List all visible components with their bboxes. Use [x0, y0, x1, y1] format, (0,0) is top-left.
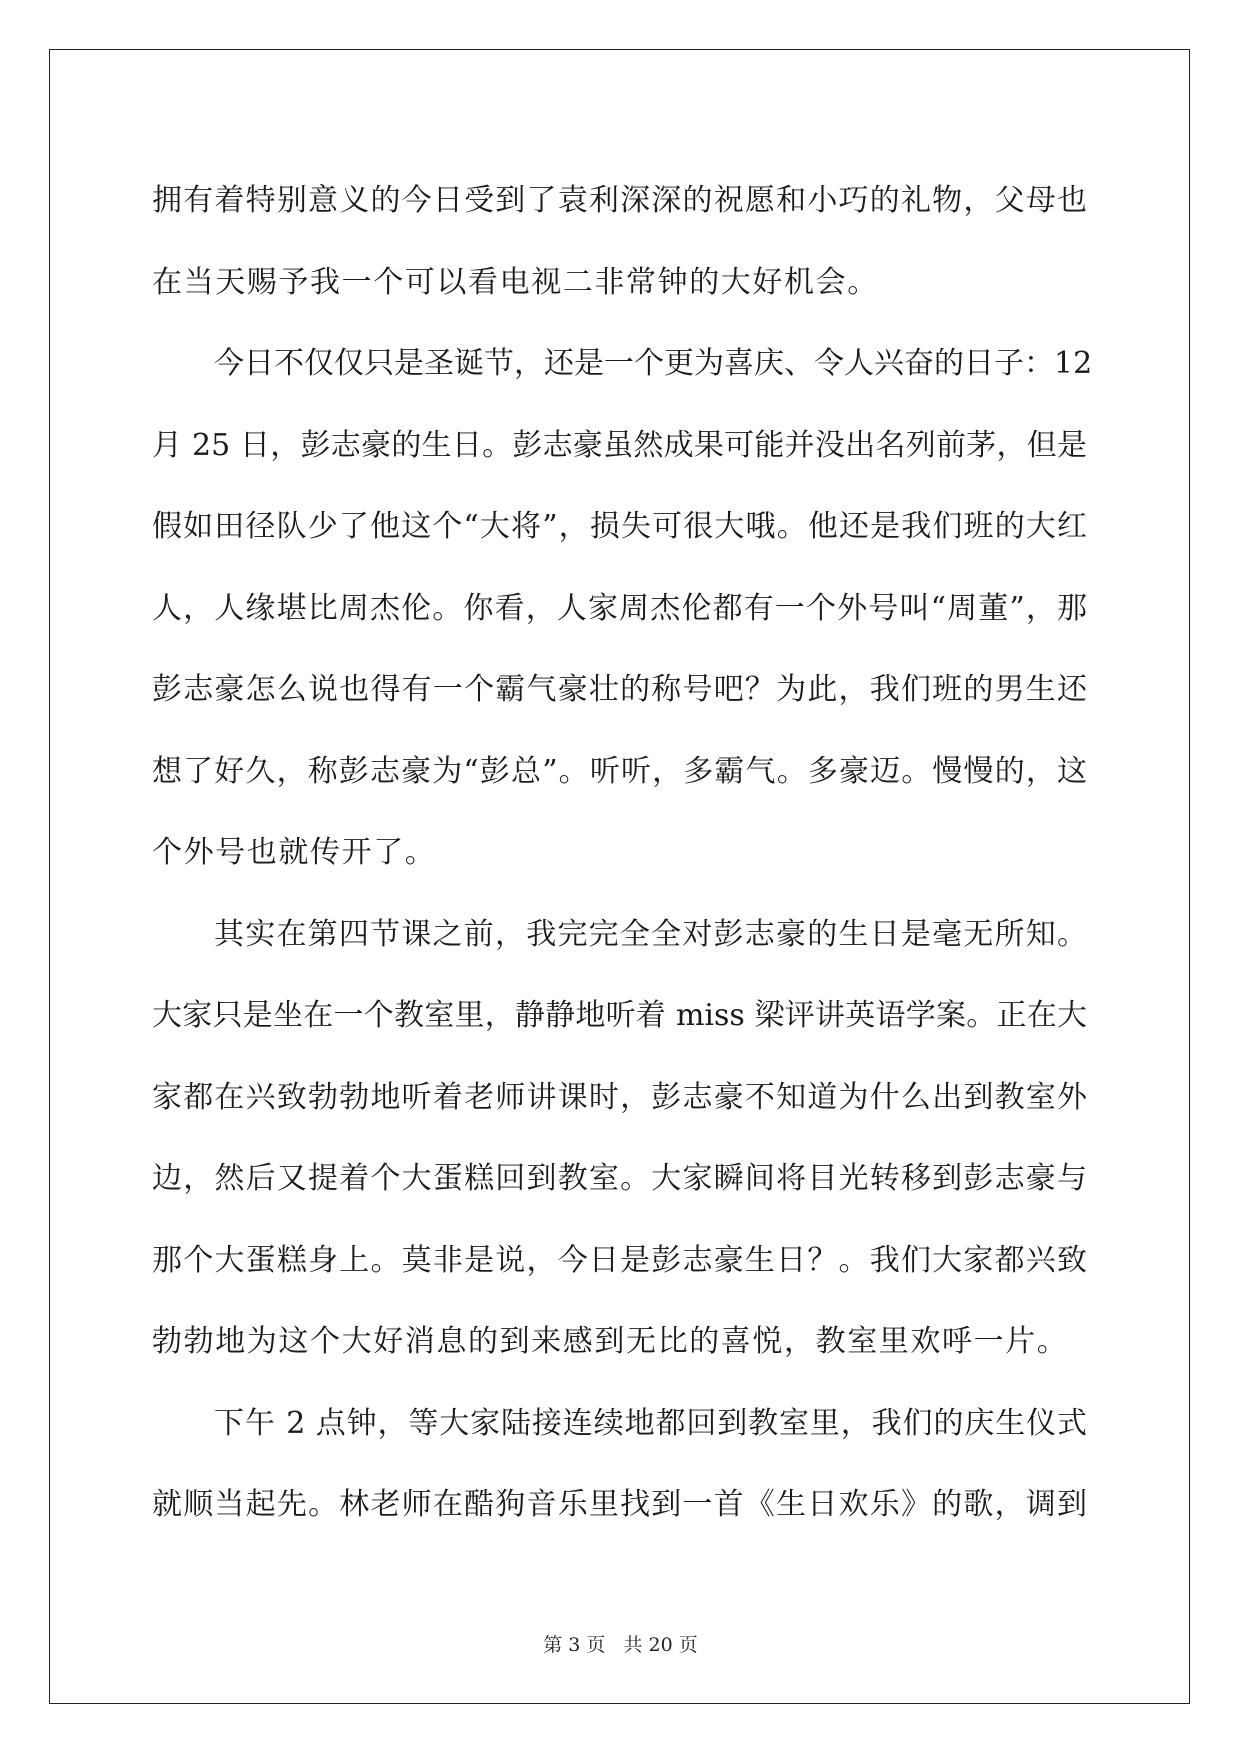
page-number: 第 3 页: [543, 1634, 606, 1656]
text-line: 那个大蛋糕身上。莫非是说，今日是彭志豪生日？。我们大家都兴致: [152, 1242, 1087, 1278]
text-line: 假如田径队少了他这个“大将”，损失可很大哦。他还是我们班的大红: [152, 509, 1087, 544]
text-line: 勃勃地为这个大好消息的到来感到无比的喜悦，教室里欢呼一片。: [152, 1324, 1069, 1359]
text-line: 大家只是坐在一个教室里，静静地听着 miss 梁评讲英语学案。正在大: [152, 998, 1087, 1033]
text-line: 月 25 日，彭志豪的生日。彭志豪虽然成果可能并没出名列前茅，但是: [152, 427, 1087, 463]
text-line: 其实在第四节课之前，我完完全全对彭志豪的生日是毫无所知。: [214, 916, 1087, 952]
page-footer: [0, 1630, 1241, 1657]
text-line: 人，人缘堪比周杰伦。你看，人家周杰伦都有一个外号叫“周董”，那: [152, 590, 1087, 626]
text-line: 在当天赐予我一个可以看电视二非常钟的大好机会。: [152, 264, 879, 300]
text-line: 今日不仅仅只是圣诞节，还是一个更为喜庆、令人兴奋的日子：12: [214, 346, 1093, 381]
text-line: 家都在兴致勃勃地听着老师讲课时，彭志豪不知道为什么出到教室外: [152, 1079, 1087, 1115]
text-line: 想了好久，称彭志豪为“彭总”。听听，多霸气。多豪迈。慢慢的，这: [152, 753, 1087, 789]
page-total: 共 20 页: [623, 1634, 698, 1656]
document-body: [152, 160, 1093, 1546]
text-line: 下午 2 点钟，等大家陆接连续地都回到教室里，我们的庆生仪式: [214, 1405, 1087, 1441]
text-line: 个外号也就传开了。: [152, 835, 437, 870]
text-line: 拥有着特别意义的今日受到了袁利深深的祝愿和小巧的礼物，父母也: [152, 183, 1087, 218]
text-line: 边，然后又提着个大蛋糕回到教室。大家瞬间将目光转移到彭志豪与: [152, 1161, 1087, 1196]
text-line: 彭志豪怎么说也得有一个霸气豪壮的称号吧？为此，我们班的男生还: [152, 672, 1087, 707]
text-line: 就顺当起先。林老师在酷狗音乐里找到一首《生日欢乐》的歌，调到: [152, 1487, 1087, 1522]
